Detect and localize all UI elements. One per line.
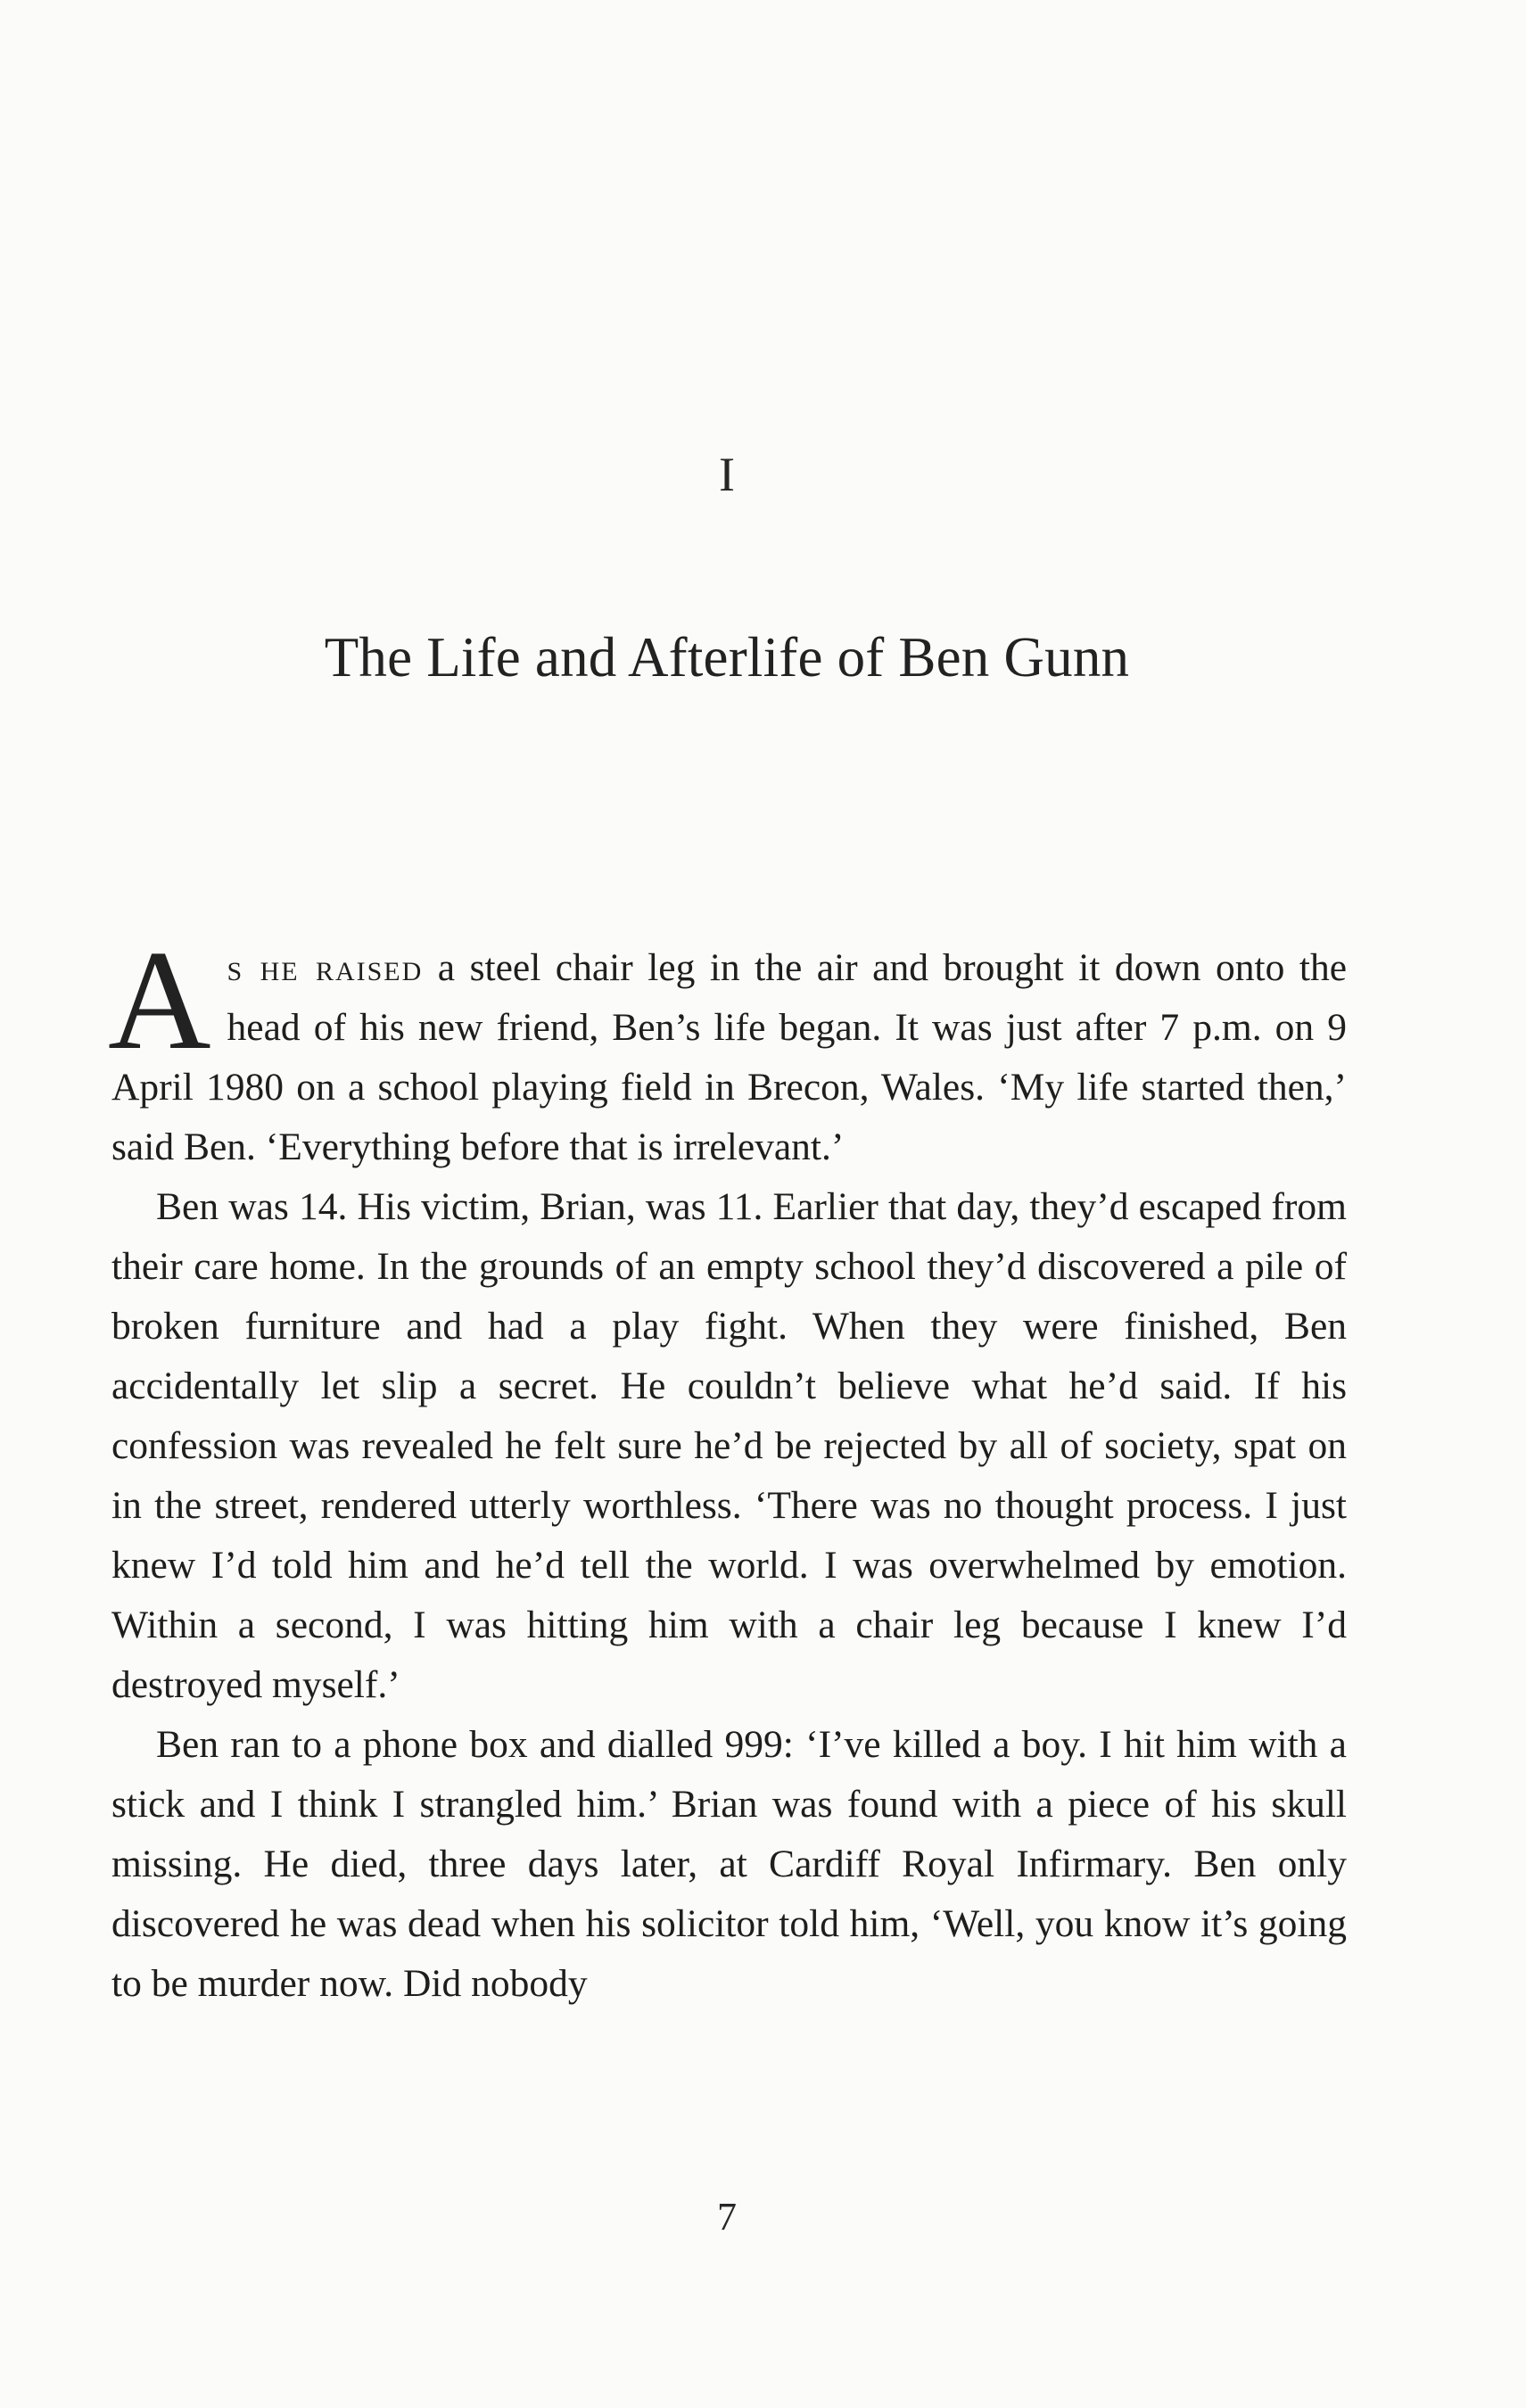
paragraph-1-text: a steel chair leg in the air and brought it down onto the head of his new friend, Ben’s life began. It was just after 7 p.m. on 9 April 1980 on a school playing field in Brecon, Wales. ‘My life started then,’ said Ben. ‘Everything before that is irrelevant.’ bbox=[111, 946, 1348, 1168]
chapter-body bbox=[108, 920, 1348, 2014]
paragraph-3: Ben ran to a phone box and dialled 999: ‘I’ve killed a boy. I hit him with a stick and I think I strangled him.’ Brian was found with a piece of his skull missing. He died, three days later, at Cardiff Royal Infirmary. Ben only discovered he was dead when his solicitor told him, ‘Well, you know it’s going to be murder now. Did nobody bbox=[111, 1723, 1347, 2005]
small-caps-lead-in: s he raised bbox=[227, 947, 424, 989]
drop-cap: A bbox=[108, 920, 211, 1079]
page-number: 7 bbox=[717, 2195, 737, 2239]
chapter-number: I bbox=[719, 448, 735, 501]
paragraph-2: Ben was 14. His victim, Brian, was 11. Earlier that day, they’d escaped from their care home. In the grounds of an empty school they’d discovered a pile of broken furniture and had a play fight. When they were finished, Ben accidentally let slip a secret. He couldn’t believe what he’d said. If his confession was revealed he felt sure he’d be rejected by all of society, spat on in the street, rendered utterly worthless. ‘There was no thought process. I just knew I’d told him and he’d tell the world. I was overwhelmed by emotion. Within a second, I was hitting him with a chair leg because I knew I’d destroyed myself.’ bbox=[111, 1185, 1347, 1706]
paragraph-1 bbox=[108, 920, 1348, 1177]
chapter-title: The Life and Afterlife of Ben Gunn bbox=[324, 626, 1130, 689]
